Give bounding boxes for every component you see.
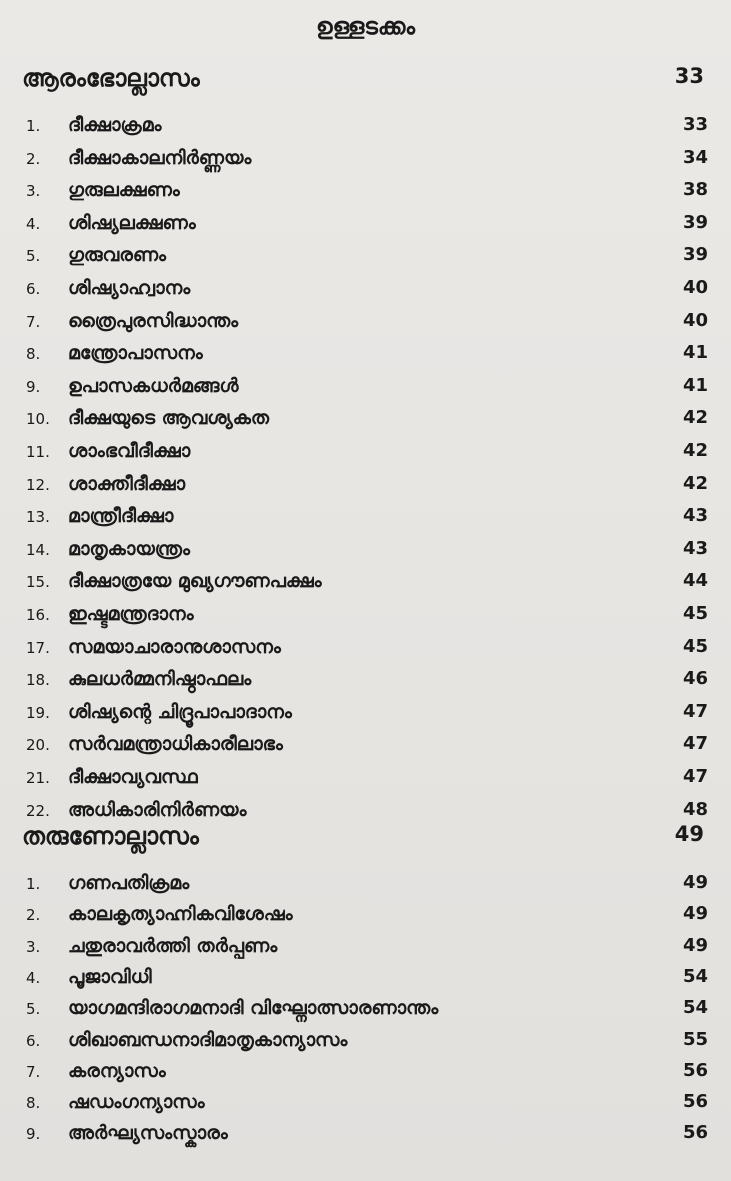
toc-entry bbox=[26, 966, 708, 996]
section-page-number: 49 bbox=[674, 822, 704, 846]
entry-number: 5. bbox=[26, 1000, 41, 1019]
entry-number: 6. bbox=[26, 1031, 41, 1050]
entry-title: ദീക്ഷാത്രയേ മുഖ്യഗൗണപക്ഷം bbox=[68, 570, 322, 593]
toc-entry bbox=[26, 668, 708, 698]
toc-entry bbox=[26, 440, 708, 470]
entry-page-number: 40 bbox=[682, 309, 708, 331]
entry-page-number: 48 bbox=[682, 798, 708, 820]
entry-title: മാതൃകായന്ത്രം bbox=[68, 537, 190, 560]
entry-page-number: 54 bbox=[682, 965, 708, 987]
toc-entry bbox=[26, 538, 708, 568]
toc-entry bbox=[26, 1122, 708, 1152]
toc-entry bbox=[26, 473, 708, 503]
toc-entry bbox=[26, 603, 708, 633]
entry-number: 22. bbox=[26, 801, 50, 820]
entry-number: 12. bbox=[26, 475, 50, 494]
entry-title: ശിഷ്യലക്ഷണം bbox=[68, 211, 196, 234]
entry-number: 17. bbox=[26, 638, 50, 657]
entry-page-number: 39 bbox=[682, 211, 708, 233]
entry-title: ശിഷ്യന്റെ ചിദ്രൂപാപാദാനം bbox=[68, 700, 292, 723]
entry-number: 11. bbox=[26, 443, 50, 461]
entry-title: പൂജാവിധി bbox=[68, 965, 152, 988]
entry-number: 3. bbox=[26, 182, 41, 201]
entry-title: മന്ത്രോപാസനം bbox=[68, 342, 203, 365]
entry-title: കരന്യാസം bbox=[68, 1059, 166, 1082]
entry-title: കുലധർമ്മനിഷ്ഠാഫലം bbox=[68, 668, 252, 691]
entry-page-number: 56 bbox=[682, 1059, 708, 1081]
toc-entry bbox=[26, 935, 708, 965]
entry-number: 21. bbox=[26, 769, 50, 787]
entry-page-number: 42 bbox=[682, 472, 708, 494]
entry-number: 8. bbox=[26, 1094, 41, 1113]
toc-entry bbox=[26, 212, 708, 242]
entry-title: ശാക്തീദീക്ഷാ bbox=[68, 472, 186, 495]
entry-page-number: 40 bbox=[682, 277, 708, 298]
entry-page-number: 45 bbox=[682, 603, 708, 624]
entry-title: ഉപാസകധർമങ്ങൾ bbox=[68, 374, 239, 397]
toc-entry bbox=[26, 997, 708, 1027]
entry-page-number: 34 bbox=[682, 146, 708, 168]
entry-number: 13. bbox=[26, 508, 50, 527]
section-heading bbox=[22, 822, 704, 850]
entry-number: 5. bbox=[26, 247, 41, 266]
toc-entry bbox=[26, 342, 708, 372]
entry-page-number: 41 bbox=[682, 374, 708, 396]
entry-page-number: 42 bbox=[682, 407, 708, 429]
entry-title: അർഘ്യസംസ്കാരം bbox=[68, 1122, 228, 1145]
entry-title: ചതുരാവർത്തി തർപ്പണം bbox=[68, 934, 278, 957]
entry-title: ശാംഭവീദീക്ഷാ bbox=[68, 440, 191, 462]
section-page-number: 33 bbox=[674, 64, 704, 88]
entry-page-number: 56 bbox=[682, 1091, 708, 1113]
entry-number: 2. bbox=[26, 149, 41, 168]
entry-number: 2. bbox=[26, 906, 41, 925]
entry-number: 8. bbox=[26, 345, 41, 364]
entry-title: ഗുരുവരണം bbox=[68, 244, 167, 267]
entry-number: 14. bbox=[26, 540, 50, 559]
entry-number: 20. bbox=[26, 736, 50, 755]
toc-entry bbox=[26, 505, 708, 535]
entry-page-number: 54 bbox=[682, 997, 708, 1019]
entry-page-number: 45 bbox=[682, 635, 708, 657]
entry-page-number: 38 bbox=[682, 179, 708, 201]
entry-title: ഇഷ്ടമന്ത്രദാനം bbox=[68, 603, 194, 625]
entry-title: സമയാചാരാനുശാസനം bbox=[68, 635, 281, 658]
entry-page-number: 49 bbox=[682, 903, 708, 925]
toc-entry bbox=[26, 179, 708, 209]
toc-entry bbox=[26, 407, 708, 437]
section-title: ആരംഭോല്ലാസം bbox=[22, 64, 200, 92]
entry-page-number: 49 bbox=[682, 934, 708, 956]
entry-number: 16. bbox=[26, 606, 50, 624]
entry-page-number: 42 bbox=[682, 440, 708, 461]
section-heading bbox=[22, 64, 704, 92]
entry-number: 9. bbox=[26, 377, 41, 396]
toc-entry bbox=[26, 570, 708, 600]
entry-number: 4. bbox=[26, 214, 41, 233]
entry-number: 4. bbox=[26, 968, 41, 987]
entry-title: ശിഖാബന്ധനാദിമാതൃകാന്യാസം bbox=[68, 1028, 348, 1051]
toc-entry bbox=[26, 147, 708, 177]
toc-entry bbox=[26, 114, 708, 144]
toc-entry bbox=[26, 733, 708, 763]
toc-entry bbox=[26, 244, 708, 274]
entry-title: ദീക്ഷാകാലനിർണ്ണയം bbox=[68, 146, 252, 169]
entry-number: 9. bbox=[26, 1125, 41, 1144]
toc-entry bbox=[26, 1091, 708, 1121]
entry-title: സർവമന്ത്രാധികാരീലാഭം bbox=[68, 733, 283, 756]
entry-number: 19. bbox=[26, 703, 50, 722]
entry-number: 18. bbox=[26, 671, 50, 690]
toc-entry bbox=[26, 636, 708, 666]
toc-entry bbox=[26, 903, 708, 933]
entry-title: ദീക്ഷയുടെ ആവശ്യകത bbox=[68, 407, 270, 430]
entry-page-number: 43 bbox=[682, 537, 708, 559]
entry-page-number: 41 bbox=[682, 342, 708, 364]
entry-number: 6. bbox=[26, 280, 41, 298]
entry-title: കാലകൃത്യാഹ്നികവിശേഷം bbox=[68, 903, 293, 926]
entry-title: യാഗമന്ദിരാഗമനാദി വിഘ്നോത്സാരണാന്തം bbox=[68, 997, 439, 1020]
toc-entry bbox=[26, 1029, 708, 1059]
entry-page-number: 39 bbox=[682, 244, 708, 266]
entry-number: 1. bbox=[26, 875, 41, 893]
section-title: തരുണോല്ലാസം bbox=[22, 822, 199, 850]
entry-number: 15. bbox=[26, 573, 50, 592]
toc-entry bbox=[26, 375, 708, 405]
entry-title: അധികാരിനിർണയം bbox=[68, 798, 247, 821]
toc-entry bbox=[26, 1060, 708, 1090]
entry-page-number: 47 bbox=[682, 766, 708, 787]
entry-page-number: 56 bbox=[682, 1122, 708, 1144]
entry-title: ഷഡംഗന്യാസം bbox=[68, 1091, 205, 1114]
entry-page-number: 55 bbox=[682, 1028, 708, 1050]
entry-page-number: 47 bbox=[682, 700, 708, 722]
entry-title: ദീക്ഷാക്രമം bbox=[68, 114, 162, 136]
entry-title: മാന്ത്രീദീക്ഷാ bbox=[68, 505, 174, 528]
entry-page-number: 49 bbox=[682, 872, 708, 893]
entry-number: 7. bbox=[26, 312, 41, 331]
entry-page-number: 43 bbox=[682, 505, 708, 527]
entry-title: ദീക്ഷാവ്യവസ്ഥ bbox=[68, 766, 198, 788]
toc-entry bbox=[26, 872, 708, 902]
entry-title: ഗുരുലക്ഷണം bbox=[68, 179, 180, 202]
entry-number: 3. bbox=[26, 937, 41, 956]
entry-title: ത്രൈപുരസിദ്ധാന്തം bbox=[68, 309, 239, 332]
entry-number: 1. bbox=[26, 117, 41, 135]
entry-page-number: 46 bbox=[682, 668, 708, 690]
entry-page-number: 44 bbox=[682, 570, 708, 592]
toc-entry bbox=[26, 701, 708, 731]
toc-entry bbox=[26, 766, 708, 796]
entry-number: 7. bbox=[26, 1062, 41, 1081]
toc-title: ഉള്ളടക്കം bbox=[316, 14, 415, 40]
entry-title: ഗണപതിക്രമം bbox=[68, 872, 190, 894]
entry-page-number: 33 bbox=[682, 114, 708, 135]
toc-entry bbox=[26, 277, 708, 307]
entry-number: 10. bbox=[26, 410, 50, 429]
entry-title: ശിഷ്യാഹ്വാനം bbox=[68, 277, 191, 299]
entry-page-number: 47 bbox=[682, 733, 708, 755]
toc-entry bbox=[26, 310, 708, 340]
